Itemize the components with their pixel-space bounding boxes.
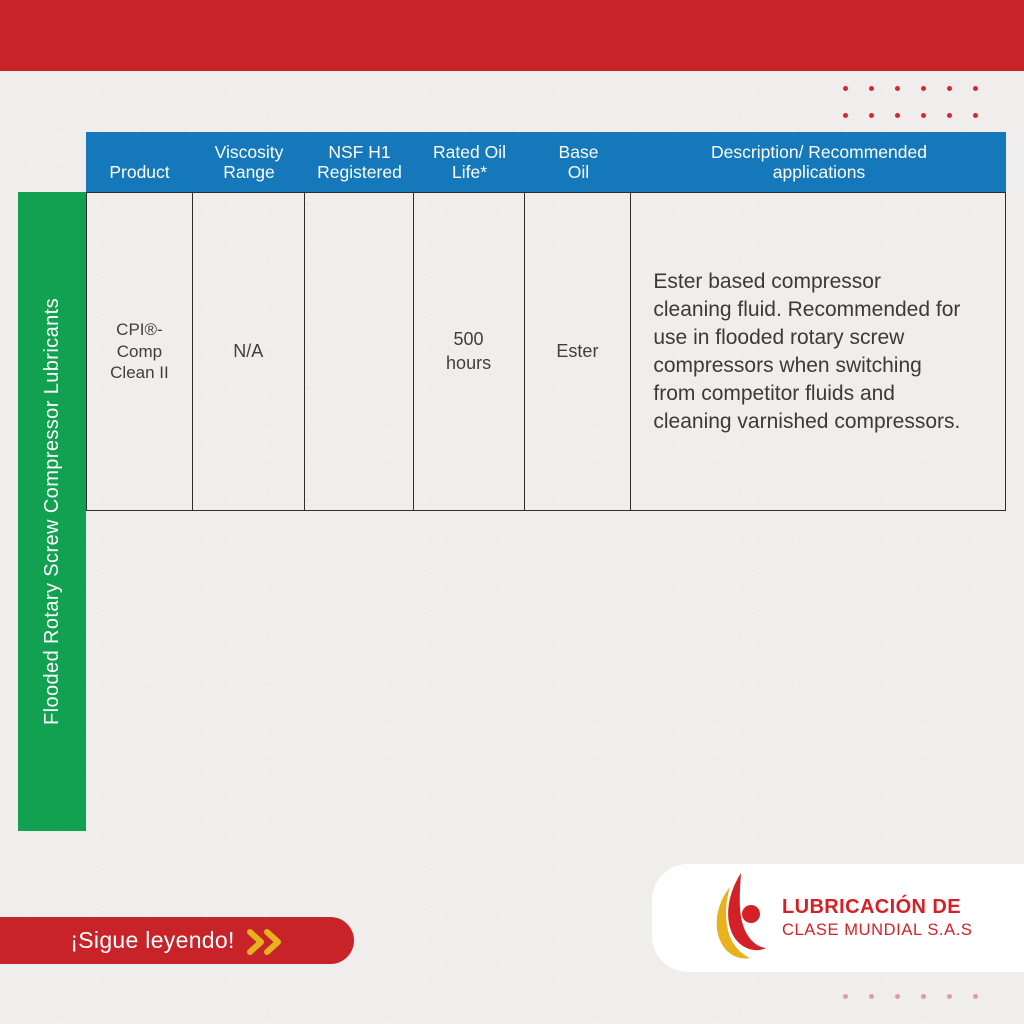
top-red-banner <box>0 0 1024 71</box>
rated-oil-life-value: 500 hours <box>446 329 492 373</box>
column-header-base-oil <box>525 132 632 192</box>
column-header-product <box>86 132 193 192</box>
keep-reading-label: ¡Sigue leyendo! <box>70 927 235 953</box>
category-sidebar-label: Flooded Rotary Screw Compressor Lubricants <box>40 298 63 725</box>
table-header <box>86 132 1006 192</box>
column-header-label: Rated Oil Life* <box>433 141 506 183</box>
dot <box>869 994 874 999</box>
cell-nsf-h1-registered <box>305 193 414 510</box>
table-row <box>86 192 1006 511</box>
dot <box>869 113 874 118</box>
company-logo-card <box>652 864 1024 972</box>
column-header-label: Viscosity Range <box>214 141 284 183</box>
column-header-label: Base Oil <box>558 141 599 183</box>
dot <box>973 994 978 999</box>
dot <box>895 994 900 999</box>
dot-row <box>843 994 978 999</box>
cell-base-oil <box>525 193 632 510</box>
column-header-nsf-h1-registered <box>305 132 414 192</box>
dot <box>895 113 900 118</box>
dot-row <box>843 113 978 118</box>
dot <box>947 994 952 999</box>
dot <box>973 113 978 118</box>
base-oil-value: Ester <box>556 340 599 361</box>
dot <box>869 86 874 91</box>
viscosity-range-value: N/A <box>233 340 264 361</box>
dot <box>843 86 848 91</box>
dot <box>843 113 848 118</box>
dot <box>843 994 848 999</box>
dot-row <box>843 86 978 91</box>
dot <box>921 86 926 91</box>
dot <box>947 86 952 91</box>
column-header-label: Product <box>109 162 170 183</box>
dot <box>895 86 900 91</box>
keep-reading-button[interactable] <box>0 917 354 964</box>
description-text: Ester based compressor cleaning fluid. Recommended for use in flooded rotary screw compressors when switching from competitor fluids and cleaning varnished compressors. <box>653 269 961 433</box>
bottom-right-dot-pattern <box>843 994 978 999</box>
cell-product <box>87 193 193 510</box>
company-logo-icon <box>710 873 772 963</box>
company-name: LUBRICACIÓN DE <box>782 896 961 918</box>
top-right-dot-pattern <box>843 86 978 118</box>
double-chevron-right-icon <box>246 929 284 955</box>
cell-description <box>631 193 1005 510</box>
dot <box>921 113 926 118</box>
column-header-label: Description/ Recommended applications <box>711 141 927 183</box>
company-logo-text <box>782 896 973 940</box>
cell-rated-oil-life <box>414 193 525 510</box>
column-header-description <box>632 132 1006 192</box>
category-sidebar <box>18 192 86 831</box>
column-header-viscosity-range <box>193 132 305 192</box>
column-header-rated-oil-life <box>414 132 525 192</box>
company-name-line2: CLASE MUNDIAL S.A.S <box>782 921 973 939</box>
cell-viscosity-range <box>193 193 305 510</box>
dot <box>921 994 926 999</box>
column-header-label: NSF H1 Registered <box>317 141 402 183</box>
dot <box>947 113 952 118</box>
dot <box>973 86 978 91</box>
product-name: CPI®-Comp Clean II <box>110 319 169 383</box>
